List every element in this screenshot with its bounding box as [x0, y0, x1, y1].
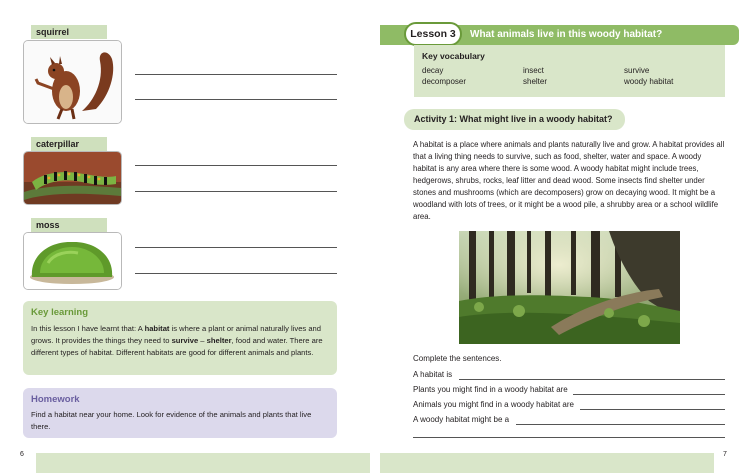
activity-title: Activity 1: What might live in a woody habitat?	[404, 109, 625, 130]
sentence-prompt: A woody habitat might be a	[413, 415, 510, 424]
lesson-title: What animals live in this woody habitat?	[470, 29, 663, 40]
homework-box	[23, 388, 337, 438]
answer-line[interactable]	[573, 394, 725, 395]
page-number-right: 7	[723, 451, 727, 458]
answer-line[interactable]	[459, 379, 725, 380]
answer-line[interactable]	[516, 424, 725, 425]
footer-bar-right	[380, 453, 714, 473]
habitat-paragraph: A habitat is a place where animals and plants naturally live and grow. A habitat provides all that a living thing needs to survive, such as food, shelter, water and space. A woody habitat is any area where there is some wood. A woody habitat might include trees, hedgerows, shrubs, rocks, leaf litter and dead wood. Some insects find shelter under stones and mushrooms (which are decomposers) grow on decaying wood. It might be a woodland with lots of trees, or it might be a wood pile, a shrubby area or a school wildlife area.	[413, 140, 725, 221]
answer-line[interactable]	[135, 74, 337, 75]
sentence-prompt: A habitat is	[413, 370, 453, 379]
term-habitat: habitat	[144, 324, 170, 333]
footer-bar-left	[36, 453, 370, 473]
key-vocabulary-box	[414, 45, 725, 97]
moss-photo	[23, 232, 122, 290]
homework-text: Find a habitat near your home. Look for evidence of the animals and plants that live there.	[31, 410, 312, 431]
vocab-word: survive	[624, 66, 650, 75]
squirrel-label: squirrel	[31, 25, 107, 39]
key-learning-title: Key learning	[31, 307, 89, 318]
page-number-left: 6	[20, 451, 24, 458]
sentence-prompt: Animals you might find in a woody habitat are	[413, 400, 574, 409]
moss-label: moss	[31, 218, 107, 232]
answer-line[interactable]	[135, 165, 337, 166]
complete-sentences-label: Complete the sentences.	[413, 354, 502, 363]
vocab-word: decomposer	[422, 77, 467, 86]
key-learning-box	[23, 301, 337, 375]
term-survive: survive	[171, 336, 199, 345]
answer-line[interactable]	[135, 191, 337, 192]
squirrel-photo	[23, 40, 122, 124]
term-shelter: shelter	[206, 336, 232, 345]
vocab-word: shelter	[523, 77, 548, 86]
lesson-number: Lesson 3	[404, 22, 462, 46]
answer-line[interactable]	[413, 437, 725, 438]
caterpillar-photo	[23, 151, 122, 205]
key-learning-text: In this lesson I have learnt that: A habitat is where a plant or animal naturally lives and grows. It provides the things they need to survive – shelter, food and water. There are different types of habitat. Different habitats are good for different animals and plants.	[31, 324, 323, 357]
answer-line[interactable]	[135, 247, 337, 248]
answer-line[interactable]	[135, 273, 337, 274]
vocab-word: insect	[523, 66, 544, 75]
woodland-photo	[459, 231, 680, 344]
vocab-word: woody habitat	[624, 77, 674, 86]
answer-line[interactable]	[135, 99, 337, 100]
vocabulary-title: Key vocabulary	[422, 51, 485, 61]
homework-title: Homework	[31, 394, 80, 405]
answer-line[interactable]	[580, 409, 725, 410]
sentence-prompt: Plants you might find in a woody habitat are	[413, 385, 568, 394]
caterpillar-label: caterpillar	[31, 137, 107, 151]
vocab-word: decay	[422, 66, 444, 75]
